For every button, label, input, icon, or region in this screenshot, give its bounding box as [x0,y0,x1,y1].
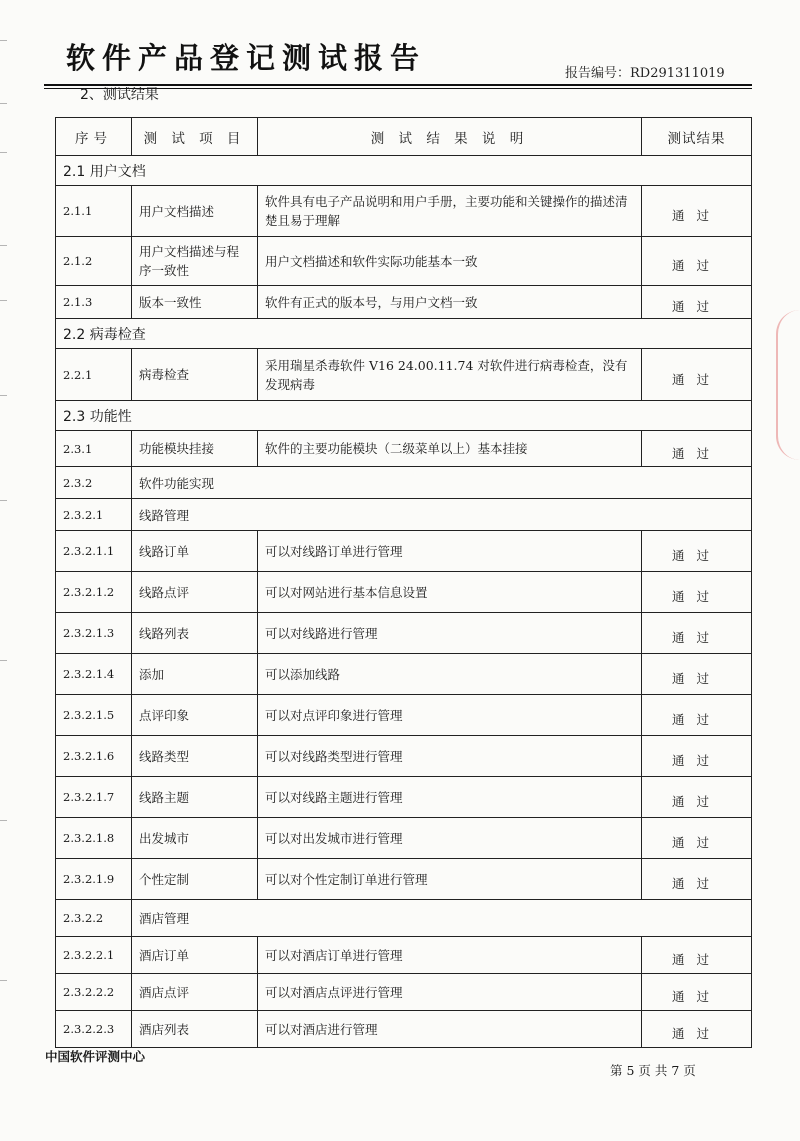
row-no: 2.3.1 [56,431,132,467]
col-header-no: 序号 [56,118,132,156]
sub-row [56,467,752,499]
row-no: 2.3.2.1.2 [56,572,132,613]
row-item: 用户文档描述 [132,186,258,237]
table-row [56,431,752,467]
row-desc: 可以对线路进行管理 [258,613,642,654]
margin-mark [0,820,7,821]
footer-page: 第 5 页 共 7 页 [610,1063,696,1078]
row-no: 2.3.2.1.8 [56,818,132,859]
row-item: 线路主题 [132,777,258,818]
sub-row [56,499,752,531]
row-item: 病毒检查 [132,349,258,401]
row-item: 酒店点评 [132,974,258,1011]
table-row [56,859,752,900]
sub-no: 2.3.2.2 [56,900,132,937]
row-result: 通过 [642,818,752,859]
row-no: 2.3.2.2.1 [56,937,132,974]
table-row [56,1011,752,1048]
group-label: 2.3 功能性 [56,401,752,431]
col-header-desc: 测 试 结 果 说 明 [258,118,642,156]
sub-label: 酒店管理 [132,900,752,937]
row-result: 通过 [642,186,752,237]
row-no: 2.3.2.1.4 [56,654,132,695]
group-row [56,401,752,431]
row-desc: 软件的主要功能模块（二级菜单以上）基本挂接 [258,431,642,467]
margin-mark [0,40,7,41]
row-item: 功能模块挂接 [132,431,258,467]
row-no: 2.3.2.1.6 [56,736,132,777]
table-row [56,777,752,818]
row-item: 线路类型 [132,736,258,777]
sub-label: 软件功能实现 [132,467,752,499]
row-result: 通过 [642,613,752,654]
row-no: 2.3.2.1.1 [56,531,132,572]
row-desc: 可以对酒店进行管理 [258,1011,642,1048]
row-item: 出发城市 [132,818,258,859]
row-desc: 可以对酒店订单进行管理 [258,937,642,974]
table-row [56,237,752,286]
row-no: 2.1.2 [56,237,132,286]
test-results-table [55,117,752,1048]
row-desc: 可以对线路类型进行管理 [258,736,642,777]
row-result: 通过 [642,654,752,695]
row-item: 个性定制 [132,859,258,900]
row-result: 通过 [642,572,752,613]
table-row [56,736,752,777]
col-header-item: 测 试 项 目 [132,118,258,156]
row-result: 通过 [642,237,752,286]
row-result: 通过 [642,531,752,572]
sub-row [56,900,752,937]
row-result: 通过 [642,974,752,1011]
row-desc: 可以对酒店点评进行管理 [258,974,642,1011]
row-result: 通过 [642,777,752,818]
table-row [56,613,752,654]
row-no: 2.3.2.2.3 [56,1011,132,1048]
table-row [56,695,752,736]
footer-org: 中国软件评测中心 [45,1049,146,1064]
row-no: 2.3.2.1.9 [56,859,132,900]
row-desc: 可以添加线路 [258,654,642,695]
table-row [56,531,752,572]
row-desc: 可以对点评印象进行管理 [258,695,642,736]
seal-stamp-edge [776,310,800,460]
group-row [56,156,752,186]
table-row [56,937,752,974]
row-result: 通过 [642,286,752,319]
margin-mark [0,395,7,396]
row-desc: 可以对线路主题进行管理 [258,777,642,818]
margin-mark [0,500,7,501]
row-no: 2.2.1 [56,349,132,401]
table-row [56,654,752,695]
margin-mark [0,103,7,104]
table-row [56,572,752,613]
row-no: 2.3.2.1.3 [56,613,132,654]
row-result: 通过 [642,349,752,401]
row-desc: 可以对网站进行基本信息设置 [258,572,642,613]
sub-no: 2.3.2 [56,467,132,499]
row-item: 酒店列表 [132,1011,258,1048]
row-result: 通过 [642,736,752,777]
row-result: 通过 [642,859,752,900]
row-item: 添加 [132,654,258,695]
table-row [56,349,752,401]
row-no: 2.3.2.1.7 [56,777,132,818]
row-desc: 用户文档描述和软件实际功能基本一致 [258,237,642,286]
margin-mark [0,300,7,301]
col-header-result: 测试结果 [642,118,752,156]
report-title: 软件产品登记测试报告 [66,41,427,75]
row-desc: 采用瑞星杀毒软件 V16 24.00.11.74 对软件进行病毒检查，没有发现病毒 [258,349,642,401]
table-row [56,818,752,859]
margin-mark [0,152,7,153]
row-item: 用户文档描述与程序一致性 [132,237,258,286]
row-item: 点评印象 [132,695,258,736]
section-title: 2、测试结果 [80,87,159,103]
row-no: 2.1.3 [56,286,132,319]
report-number: 报告编号：RD291311019 [565,66,725,81]
table-row [56,974,752,1011]
table-row [56,186,752,237]
row-no: 2.3.2.2.2 [56,974,132,1011]
sub-no: 2.3.2.1 [56,499,132,531]
row-no: 2.1.1 [56,186,132,237]
row-result: 通过 [642,431,752,467]
row-desc: 可以对个性定制订单进行管理 [258,859,642,900]
table-header-row [56,118,752,156]
sub-label: 线路管理 [132,499,752,531]
row-item: 酒店订单 [132,937,258,974]
table-row [56,286,752,319]
margin-mark [0,245,7,246]
row-item: 线路列表 [132,613,258,654]
row-item: 线路点评 [132,572,258,613]
group-label: 2.2 病毒检查 [56,319,752,349]
row-desc: 可以对线路订单进行管理 [258,531,642,572]
row-result: 通过 [642,937,752,974]
row-item: 版本一致性 [132,286,258,319]
margin-mark [0,980,7,981]
row-result: 通过 [642,695,752,736]
group-row [56,319,752,349]
row-result: 通过 [642,1011,752,1048]
row-no: 2.3.2.1.5 [56,695,132,736]
row-desc: 可以对出发城市进行管理 [258,818,642,859]
row-item: 线路订单 [132,531,258,572]
margin-mark [0,660,7,661]
row-desc: 软件具有电子产品说明和用户手册，主要功能和关键操作的描述清楚且易于理解 [258,186,642,237]
group-label: 2.1 用户文档 [56,156,752,186]
row-desc: 软件有正式的版本号，与用户文档一致 [258,286,642,319]
